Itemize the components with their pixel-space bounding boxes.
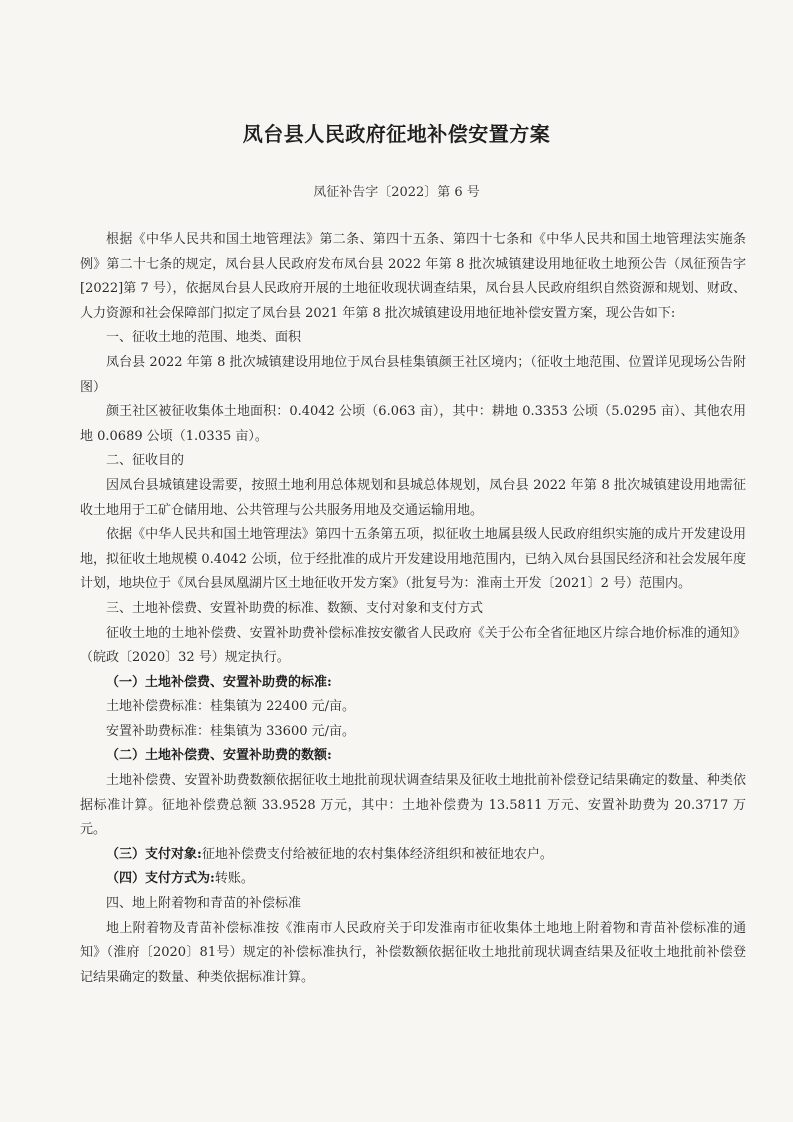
subsection-heading-2: （二）土地补偿费、安置补助费的数额: (106, 748, 332, 764)
page-title: 凤台县人民政府征地补偿安置方案 (242, 122, 551, 146)
land-area-paragraph: 颜王社区被征收集体土地面积：0.4042 公顷（6.063 亩），其中：耕地 0.3353 公顷（5.0295 亩）、其他农用地 0.0689 公顷（1.0335 亩）。 (80, 404, 746, 444)
subsection-heading-4: （四）支付方式为: (106, 871, 215, 887)
payment-recipient-text: 征地补偿费支付给被征地的农村集体经济组织和被征地农户。 (201, 846, 553, 862)
resettlement-subsidy-standard: 安置补助费标准：桂集镇为 33600 元/亩。 (106, 723, 355, 739)
subsection-heading-1: （一）土地补偿费、安置补助费的标准: (106, 674, 332, 690)
intro-paragraph: 根据《中华人民共和国土地管理法》第二条、第四十五条、第四十七条和《中华人民共和国土地管理法实施条例》第二十七条的规定，凤台县人民政府发布凤台县 2022 年第 8 批次城镇建设用地征收土地预公告（凤征预告字[2022]第 7 号），依据凤台县人民政府开展的土地征收现状调查结果，凤台县人民政府组织自然资源和规划、财政、人力资源和社会保障部门拟定了凤台县 2021 年第 8 批次城镇建设用地征地补偿安置方案，现公告如下: (80, 232, 746, 321)
section-heading-2: 二、征收目的 (106, 453, 185, 469)
payment-recipient-paragraph (80, 843, 746, 868)
document-number: 凤征补告字〔2022〕第 6 号 (313, 185, 480, 200)
document-body (80, 228, 746, 990)
section-heading-1: 一、征收土地的范围、地类、面积 (106, 330, 302, 346)
purpose-paragraph: 因凤台县城镇建设需要，按照土地利用总体规划和县城总体规划，凤台县 2022 年第 8 批次城镇建设用地需征收土地用于工矿仓储用地、公共管理与公共服务用地及交通运输用地。 (80, 477, 746, 518)
attachments-paragraph: 地上附着物及青苗补偿标准按《淮南市人民政府关于印发淮南市征收集体土地地上附着物和青苗补偿标准的通知》（淮府〔2020〕81号）规定的补偿标准执行，补偿数额依据征收土地批前现状调查结果及征收土地批前补偿登记结果确定的数量、种类依据标准计算。 (80, 920, 746, 985)
land-compensation-standard: 土地补偿费标准：桂集镇为 22400 元/亩。 (106, 699, 355, 715)
land-location-paragraph: 凤台县 2022 年第 8 批次城镇建设用地位于凤台县桂集镇颜王社区境内；（征收土地范围、位置详见现场公告附图） (80, 354, 746, 395)
section-heading-3: 三、土地补偿费、安置补助费的标准、数额、支付对象和支付方式 (106, 600, 484, 616)
subsection-heading-3: （三）支付对象: (106, 846, 202, 862)
payment-method-paragraph (80, 867, 746, 892)
compensation-basis-paragraph: 征收土地的土地补偿费、安置补助费补偿标准按安徽省人民政府《关于公布全省征地区片综合地价标准的通知》（皖政〔2020〕32 号）规定执行。 (80, 625, 746, 666)
compensation-amount-paragraph: 土地补偿费、安置补助费数额依据征收土地批前现状调查结果及征收土地批前补偿登记结果确定的数量、种类依据标准计算。征地补偿费总额 33.9528 万元，其中：土地补偿费为 13.5811 万元、安置补助费为 20.3717 万元。 (80, 773, 746, 838)
section-heading-4: 四、地上附着物和青苗的补偿标准 (106, 896, 302, 912)
payment-method-text: 转账。 (214, 871, 254, 887)
legal-basis-paragraph: 依据《中华人民共和国土地管理法》第四十五条第五项，拟征收土地属县级人民政府组织实施的成片开发建设用地，拟征收土地规模 0.4042 公顷，位于经批准的成片开发建设用地范围内，已纳入凤台县国民经济和社会发展年度计划，地块位于《凤台县凤凰湖片区土地征收开发方案》（批复号为：淮南土开发〔2021〕2 号）范围内。 (80, 527, 746, 592)
